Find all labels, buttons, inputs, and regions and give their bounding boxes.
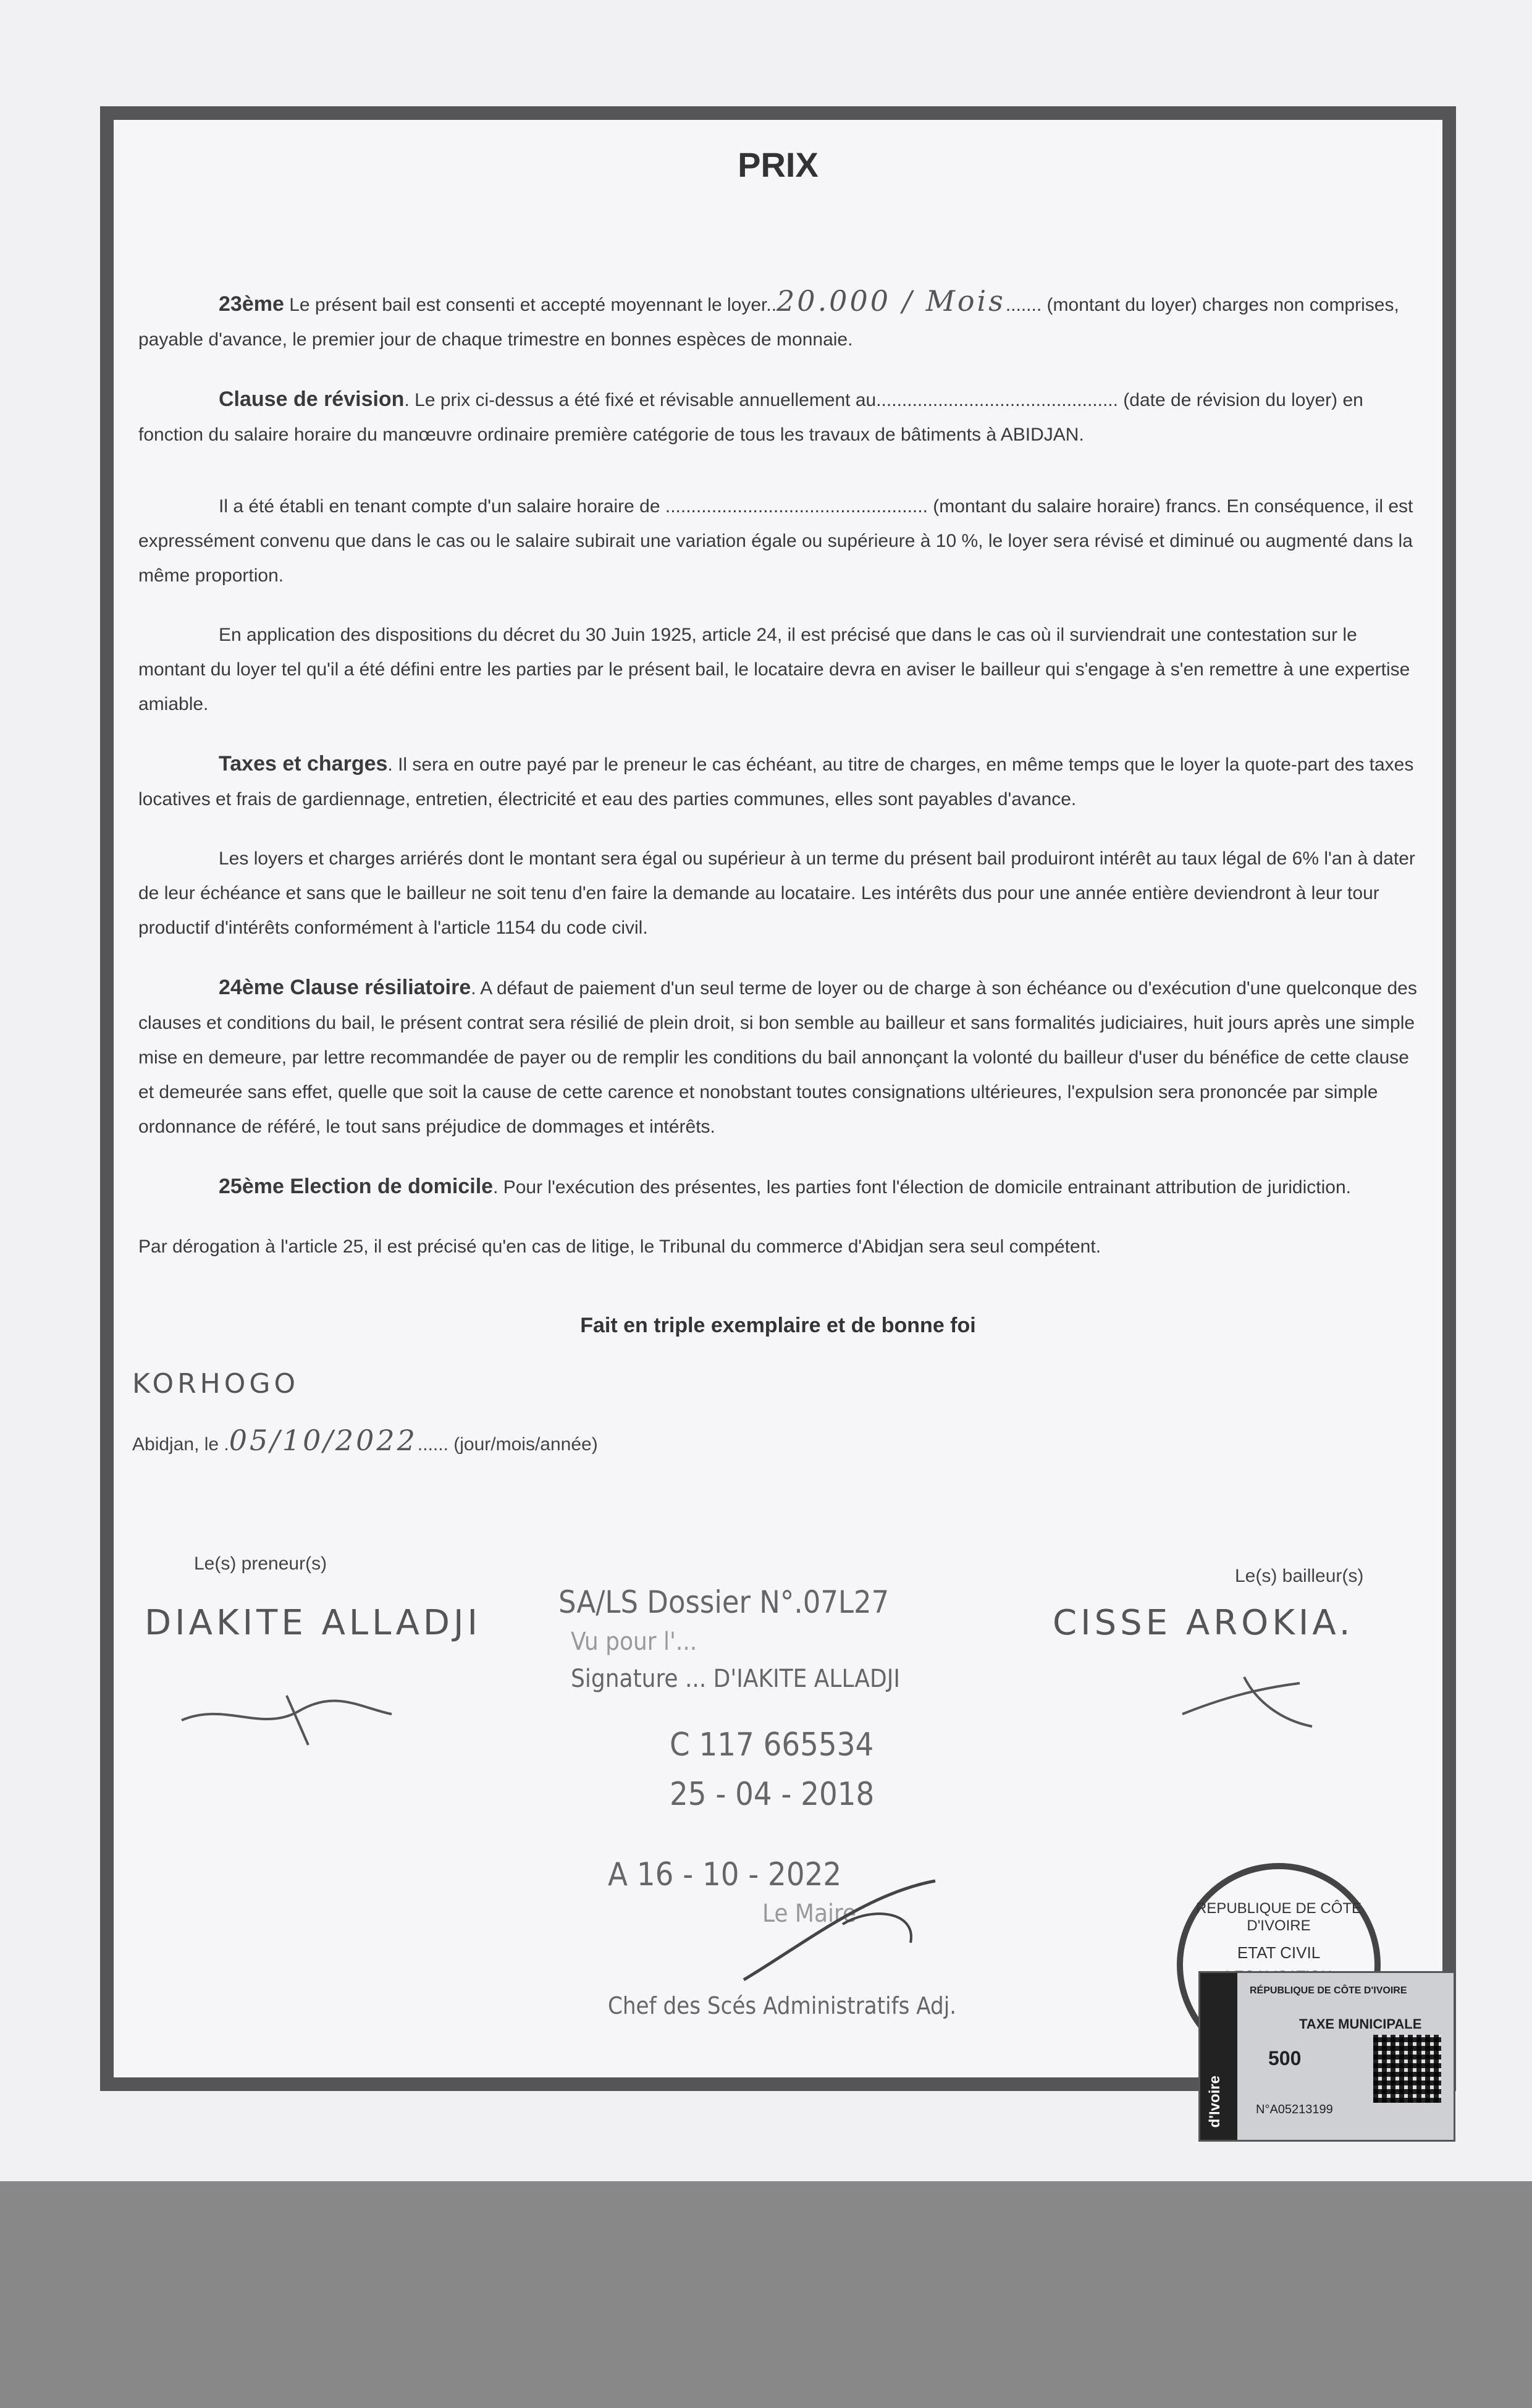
document-title: PRIX (738, 145, 819, 184)
date-prefix: Abidjan, le . (132, 1434, 229, 1455)
done-statement: Fait en triple exemplaire et de bonne foi (580, 1314, 976, 1337)
article-24-text: . A défaut de paiement d'un seul terme de loyer ou de charge à son échéance ou d'exécution d'une quelconque des clauses et conditions du bail, le présent contrat sera résilié de plein droit, si bon semble au bailleur et sans formalités judiciaires, huit jours après une simple mise en demeure, par lettre recommandée de payer ou de remplir les conditions du bail annonçant la volonté du bailleur d'user du bénéfice de cette clause et demeurée sans effet, quelle que soit la cause de cette carence et nonobstant toutes consignations ultérieures, l'expulsion sera prononcée par simple ordonnance de référé, le tout sans préjudice de dommages et intérêts. (138, 978, 1417, 1137)
tax-stamp-label: TAXE MUNICIPALE (1299, 2016, 1422, 2032)
tax-stamp-serial: N°A05213199 (1256, 2103, 1333, 2116)
municipal-tax-stamp (1198, 1971, 1455, 2142)
certification-line-4: 25 - 04 - 2018 (670, 1776, 875, 1813)
revision-lead: Clause de révision (219, 387, 405, 411)
article-23-before: Le présent bail est consenti et accepté moyennant le loyer.. (284, 295, 777, 315)
mayor-signature (731, 1869, 954, 1992)
taxes-text: . Il sera en outre payé par le preneur le cas échéant, au titre de charges, en même temps que le loyer la quote-part des taxes locatives et frais de gardiennage, entretien, électricité et eau des parties communes, elles sont payables d'avance. (138, 754, 1414, 809)
certification-line-5: A 16 - 10 - 2022 (608, 1856, 842, 1893)
seal-ring-text: REPUBLIQUE DE CÔTE D'IVOIRE (1195, 1900, 1362, 1934)
date-handwritten: 05/10/2022 (229, 1424, 418, 1457)
tax-stamp-band (1200, 1973, 1237, 2140)
taxes-clause (138, 746, 1418, 817)
article-23-after: ....... (montant du loyer) charges non comprises, payable d'avance, le premier jour de chaque trimestre en bonnes espèces de monnaie. (138, 295, 1399, 350)
certification-line-2: Signature ... D'IAKITE ALLADJI (571, 1665, 900, 1693)
taxes-lead: Taxes et charges (219, 752, 388, 775)
revision-text: . Le prix ci-dessus a été fixé et révisable annuellement au............................................... (date de révision du loyer) en fonction du salaire horaire du manœuvre ordinaire première catégorie de tous les travaux de bâtiments à ABIDJAN. (138, 390, 1363, 445)
article-24-lead: 24ème Clause résiliatoire (219, 976, 471, 999)
certification-line-3: C 117 665534 (670, 1726, 874, 1764)
tax-stamp-value: 500 (1268, 2047, 1302, 2069)
seal-center-text: ETAT CIVIL (1237, 1943, 1321, 1962)
article-24 (138, 970, 1418, 1144)
tenant-signature (175, 1677, 398, 1751)
landlord-name-handwritten: CISSE AROKIA. (1053, 1603, 1354, 1643)
document-frame (100, 106, 1456, 2091)
derogation-paragraph: Par dérogation à l'article 25, il est précisé qu'en cas de litige, le Tribunal du commerce d'Abidjan sera seul compétent. (138, 1236, 1101, 1257)
rent-amount-handwritten: 20.000 / Mois (777, 284, 1006, 318)
place-handwritten: KORHOGO (132, 1368, 300, 1400)
certification-line-7: Chef des Scés Administratifs Adj. (608, 1992, 957, 2019)
article-23 (138, 284, 1418, 357)
certification-line-6: Le Maire (762, 1899, 857, 1928)
tax-stamp-country: RÉPUBLIQUE DE CÔTE D'IVOIRE (1250, 1985, 1407, 1996)
certification-line-1: Vu pour l'... (571, 1628, 697, 1656)
article-25-text: . Pour l'exécution des présentes, les parties font l'élection de domicile entrainant attribution de juridiction. (493, 1177, 1351, 1198)
landlord-signature (1176, 1665, 1324, 1739)
arrears-paragraph: Les loyers et charges arriérés dont le montant sera égal ou supérieur à un terme du présent bail produiront intérêt au taux légal de 6% l'an à dater de leur échéance et sans que le bailleur ne soit tenu d'en faire la demande au locataire. Les intérêts dus pour une année entière deviendront à leur tour productif d'intérêts conformément à l'article 1154 du code civil. (138, 848, 1415, 938)
revision-clause (138, 382, 1418, 452)
tenant-label: Le(s) preneur(s) (194, 1553, 327, 1574)
article-25-lead: 25ème Election de domicile (219, 1175, 494, 1198)
qr-code-icon (1373, 2035, 1441, 2103)
decree-paragraph: En application des dispositions du décret du 30 Juin 1925, article 24, il est précisé que dans le cas où il surviendrait une contestation sur le montant du loyer tel qu'il a été défini entre les parties par le présent bail, le locataire devra en aviser le bailleur qui s'engage à s'en remettre à une expertise amiable. (138, 625, 1410, 714)
document-content (138, 145, 1418, 1350)
date-line (132, 1424, 598, 1457)
dossier-number: SA/LS Dossier N°.07L27 (558, 1584, 890, 1620)
landlord-label: Le(s) bailleur(s) (1235, 1566, 1364, 1586)
date-suffix: ...... (jour/mois/année) (417, 1434, 598, 1455)
tenant-name-handwritten: DIAKITE ALLADJI (145, 1603, 482, 1643)
article-25 (138, 1169, 1418, 1205)
salary-paragraph: Il a été établi en tenant compte d'un salaire horaire de ................................................... (montant du salaire horaire) francs. En conséquence, il est expressément convenu que dans le cas ou le salaire subirait une variation égale ou supérieure à 10 %, le loyer sera révisé et diminué ou augmenté dans la même proportion. (138, 496, 1413, 586)
article-23-lead: 23ème (219, 292, 284, 316)
tax-stamp-band-text: d'Ivoire (1206, 2075, 1223, 2127)
